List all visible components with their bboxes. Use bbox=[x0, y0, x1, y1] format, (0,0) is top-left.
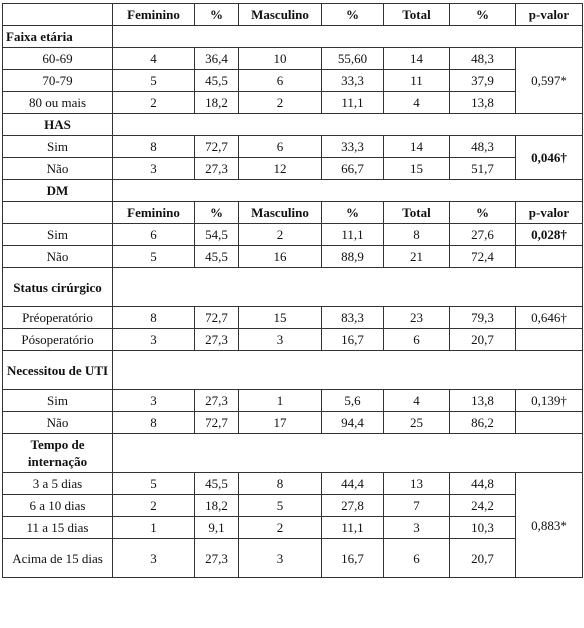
cell-pct-total: 51,7 bbox=[450, 158, 516, 180]
table-row bbox=[3, 92, 583, 114]
row-label: 3 a 5 dias bbox=[3, 473, 113, 495]
cell-feminino: 5 bbox=[113, 70, 195, 92]
cell-feminino: 6 bbox=[113, 224, 195, 246]
header-pct-masc: % bbox=[322, 4, 384, 26]
cell-feminino: 3 bbox=[113, 158, 195, 180]
section-row-dm bbox=[3, 180, 583, 202]
cell-pct-masc: 5,6 bbox=[322, 390, 384, 412]
section-fill bbox=[113, 268, 583, 307]
header-p-valor: p-valor bbox=[516, 4, 583, 26]
row-label: Não bbox=[3, 412, 113, 434]
header-feminino: Feminino bbox=[113, 202, 195, 224]
section-fill bbox=[113, 351, 583, 390]
cell-feminino: 8 bbox=[113, 412, 195, 434]
cell-pct-masc: 94,4 bbox=[322, 412, 384, 434]
section-row-tempo bbox=[3, 434, 583, 473]
cell-pct-total: 13,8 bbox=[450, 390, 516, 412]
cell-pct-total: 10,3 bbox=[450, 517, 516, 539]
table-row bbox=[3, 307, 583, 329]
header-p-valor: p-valor bbox=[516, 202, 583, 224]
cell-masculino: 3 bbox=[239, 539, 322, 578]
row-label: Não bbox=[3, 246, 113, 268]
cell-masculino: 8 bbox=[239, 473, 322, 495]
cell-p-valor-empty bbox=[516, 246, 583, 268]
cell-masculino: 16 bbox=[239, 246, 322, 268]
cell-pct-fem: 18,2 bbox=[195, 495, 239, 517]
row-label: Sim bbox=[3, 224, 113, 246]
row-label: Sim bbox=[3, 136, 113, 158]
cell-pct-fem: 72,7 bbox=[195, 412, 239, 434]
cell-feminino: 4 bbox=[113, 48, 195, 70]
header-pct-fem: % bbox=[195, 4, 239, 26]
row-label: Acima de 15 dias bbox=[3, 539, 113, 578]
cell-pct-total: 48,3 bbox=[450, 48, 516, 70]
table-row bbox=[3, 136, 583, 158]
table-row bbox=[3, 329, 583, 351]
cell-pct-total: 72,4 bbox=[450, 246, 516, 268]
cell-pct-fem: 72,7 bbox=[195, 136, 239, 158]
header-pct-masc: % bbox=[322, 202, 384, 224]
cell-pct-masc: 16,7 bbox=[322, 329, 384, 351]
table-row bbox=[3, 158, 583, 180]
header-masculino: Masculino bbox=[239, 4, 322, 26]
header-pct-fem: % bbox=[195, 202, 239, 224]
cell-masculino: 12 bbox=[239, 158, 322, 180]
cell-pct-total: 48,3 bbox=[450, 136, 516, 158]
cell-total: 6 bbox=[384, 329, 450, 351]
header-cell-empty bbox=[3, 4, 113, 26]
cell-total: 4 bbox=[384, 390, 450, 412]
cell-pct-masc: 16,7 bbox=[322, 539, 384, 578]
cell-pct-total: 20,7 bbox=[450, 539, 516, 578]
cell-masculino: 15 bbox=[239, 307, 322, 329]
cell-pct-fem: 9,1 bbox=[195, 517, 239, 539]
row-label: 11 a 15 dias bbox=[3, 517, 113, 539]
table-row bbox=[3, 412, 583, 434]
row-label: Não bbox=[3, 158, 113, 180]
cell-feminino: 3 bbox=[113, 539, 195, 578]
cell-total: 4 bbox=[384, 92, 450, 114]
cell-masculino: 17 bbox=[239, 412, 322, 434]
section-fill bbox=[113, 180, 583, 202]
cell-feminino: 2 bbox=[113, 495, 195, 517]
section-row-has bbox=[3, 114, 583, 136]
cell-masculino: 5 bbox=[239, 495, 322, 517]
cell-pct-total: 20,7 bbox=[450, 329, 516, 351]
table-row bbox=[3, 48, 583, 70]
section-row-status bbox=[3, 268, 583, 307]
row-label: Préoperatório bbox=[3, 307, 113, 329]
section-row-faixa bbox=[3, 26, 583, 48]
header-total: Total bbox=[384, 202, 450, 224]
cell-total: 7 bbox=[384, 495, 450, 517]
header-feminino: Feminino bbox=[113, 4, 195, 26]
row-label: 6 a 10 dias bbox=[3, 495, 113, 517]
cell-feminino: 2 bbox=[113, 92, 195, 114]
row-label: 80 ou mais bbox=[3, 92, 113, 114]
cell-feminino: 8 bbox=[113, 136, 195, 158]
table-row bbox=[3, 495, 583, 517]
header-row bbox=[3, 4, 583, 26]
cell-pct-total: 24,2 bbox=[450, 495, 516, 517]
cell-p-valor: 0,597* bbox=[516, 48, 583, 114]
cell-masculino: 6 bbox=[239, 136, 322, 158]
row-label: Sim bbox=[3, 390, 113, 412]
cell-total: 15 bbox=[384, 158, 450, 180]
cell-masculino: 10 bbox=[239, 48, 322, 70]
cell-pct-masc: 33,3 bbox=[322, 70, 384, 92]
cell-masculino: 2 bbox=[239, 224, 322, 246]
header-pct-total: % bbox=[450, 4, 516, 26]
results-table bbox=[2, 3, 583, 578]
cell-pct-masc: 27,8 bbox=[322, 495, 384, 517]
cell-pct-masc: 55,60 bbox=[322, 48, 384, 70]
cell-masculino: 3 bbox=[239, 329, 322, 351]
header-cell-empty bbox=[3, 202, 113, 224]
row-label: Pósoperatório bbox=[3, 329, 113, 351]
cell-p-valor-empty bbox=[516, 329, 583, 351]
section-fill bbox=[113, 26, 583, 48]
section-title: Necessitou de UTI bbox=[3, 351, 113, 390]
cell-masculino: 1 bbox=[239, 390, 322, 412]
cell-p-valor: 0,646† bbox=[516, 307, 583, 329]
section-title: HAS bbox=[3, 114, 113, 136]
header-masculino: Masculino bbox=[239, 202, 322, 224]
cell-p-valor-empty bbox=[516, 412, 583, 434]
cell-pct-fem: 27,3 bbox=[195, 390, 239, 412]
header-row-repeat bbox=[3, 202, 583, 224]
cell-p-valor: 0,139† bbox=[516, 390, 583, 412]
cell-pct-fem: 18,2 bbox=[195, 92, 239, 114]
cell-pct-total: 37,9 bbox=[450, 70, 516, 92]
cell-pct-total: 86,2 bbox=[450, 412, 516, 434]
table-row bbox=[3, 473, 583, 495]
cell-masculino: 6 bbox=[239, 70, 322, 92]
cell-p-valor: 0,046† bbox=[516, 136, 583, 180]
cell-feminino: 1 bbox=[113, 517, 195, 539]
cell-total: 23 bbox=[384, 307, 450, 329]
cell-feminino: 3 bbox=[113, 390, 195, 412]
section-fill bbox=[113, 114, 583, 136]
cell-total: 8 bbox=[384, 224, 450, 246]
table-row bbox=[3, 70, 583, 92]
header-total: Total bbox=[384, 4, 450, 26]
row-label: 70-79 bbox=[3, 70, 113, 92]
cell-pct-total: 13,8 bbox=[450, 92, 516, 114]
cell-feminino: 8 bbox=[113, 307, 195, 329]
table-row bbox=[3, 539, 583, 578]
section-title: Status cirúrgico bbox=[3, 268, 113, 307]
table-row bbox=[3, 517, 583, 539]
cell-pct-masc: 44,4 bbox=[322, 473, 384, 495]
header-pct-total: % bbox=[450, 202, 516, 224]
cell-total: 11 bbox=[384, 70, 450, 92]
cell-pct-fem: 27,3 bbox=[195, 539, 239, 578]
cell-pct-fem: 72,7 bbox=[195, 307, 239, 329]
cell-pct-total: 27,6 bbox=[450, 224, 516, 246]
cell-pct-fem: 27,3 bbox=[195, 329, 239, 351]
cell-total: 13 bbox=[384, 473, 450, 495]
section-title: Faixa etária bbox=[3, 26, 113, 48]
cell-feminino: 5 bbox=[113, 473, 195, 495]
table-row bbox=[3, 390, 583, 412]
cell-pct-masc: 88,9 bbox=[322, 246, 384, 268]
table-row bbox=[3, 224, 583, 246]
cell-pct-fem: 45,5 bbox=[195, 246, 239, 268]
cell-pct-total: 79,3 bbox=[450, 307, 516, 329]
cell-masculino: 2 bbox=[239, 92, 322, 114]
cell-feminino: 5 bbox=[113, 246, 195, 268]
cell-total: 25 bbox=[384, 412, 450, 434]
cell-masculino: 2 bbox=[239, 517, 322, 539]
section-title: DM bbox=[3, 180, 113, 202]
row-label: 60-69 bbox=[3, 48, 113, 70]
cell-pct-masc: 11,1 bbox=[322, 92, 384, 114]
cell-total: 3 bbox=[384, 517, 450, 539]
cell-p-valor: 0,028† bbox=[516, 224, 583, 246]
cell-pct-masc: 33,3 bbox=[322, 136, 384, 158]
cell-pct-fem: 27,3 bbox=[195, 158, 239, 180]
cell-pct-fem: 36,4 bbox=[195, 48, 239, 70]
section-row-uti bbox=[3, 351, 583, 390]
cell-pct-total: 44,8 bbox=[450, 473, 516, 495]
cell-pct-masc: 11,1 bbox=[322, 224, 384, 246]
cell-p-valor: 0,883* bbox=[516, 473, 583, 578]
cell-total: 21 bbox=[384, 246, 450, 268]
section-fill bbox=[113, 434, 583, 473]
cell-total: 14 bbox=[384, 48, 450, 70]
cell-pct-fem: 54,5 bbox=[195, 224, 239, 246]
cell-total: 6 bbox=[384, 539, 450, 578]
cell-feminino: 3 bbox=[113, 329, 195, 351]
cell-pct-masc: 83,3 bbox=[322, 307, 384, 329]
cell-pct-fem: 45,5 bbox=[195, 70, 239, 92]
section-title: Tempo de internação bbox=[3, 434, 113, 473]
cell-pct-masc: 11,1 bbox=[322, 517, 384, 539]
table-row bbox=[3, 246, 583, 268]
cell-total: 14 bbox=[384, 136, 450, 158]
cell-pct-masc: 66,7 bbox=[322, 158, 384, 180]
cell-pct-fem: 45,5 bbox=[195, 473, 239, 495]
